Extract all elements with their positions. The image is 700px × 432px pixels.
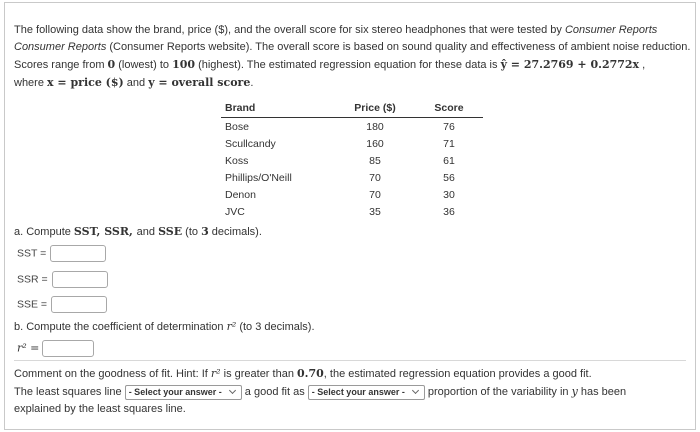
- sst-input[interactable]: [50, 245, 106, 262]
- chevron-down-icon: [228, 387, 238, 397]
- table-row: [221, 135, 483, 152]
- comment-threshold: 0.70: [297, 367, 324, 380]
- part-a-and: and: [136, 226, 159, 238]
- part-a-text: a. Compute: [14, 226, 74, 238]
- part-a-terms: SST, SSR,: [73, 225, 137, 238]
- part-b-prompt: [14, 320, 315, 333]
- intro-text-9: .: [250, 77, 254, 89]
- comment-section: [14, 365, 689, 418]
- min-score: 0: [107, 58, 116, 71]
- cell-score: 36: [443, 205, 455, 218]
- ssr-label: SSR =: [17, 273, 48, 286]
- chevron-down-icon: [411, 387, 421, 397]
- comment-text-8: explained by the least squares line.: [14, 403, 186, 415]
- table-row: [221, 169, 483, 186]
- cell-score: 56: [443, 171, 455, 184]
- ssr-input[interactable]: [52, 271, 108, 288]
- intro-text-2: (Consumer Reports website). The overall score is based on sound quality and effectiveness of ambient noise reduction.: [106, 41, 691, 53]
- fit-select-label: - Select your answer -: [128, 386, 222, 397]
- sse-input[interactable]: [51, 296, 107, 313]
- comment-text-5: a good fit as: [244, 386, 305, 398]
- cell-score: 76: [443, 120, 455, 133]
- problem-statement: [14, 22, 691, 92]
- intro-text: The following data show the brand, price ($), and the overall score for six stereo headphones that were tested by: [14, 24, 565, 36]
- table-row: [221, 186, 483, 203]
- comment-text-2: is greater than: [220, 368, 297, 380]
- x-definition: x = price ($): [47, 76, 124, 89]
- max-score: 100: [172, 58, 196, 71]
- y-definition: y = overall score: [148, 76, 251, 89]
- intro-text-7: where: [14, 77, 48, 89]
- cell-price: 70: [369, 188, 381, 201]
- cell-brand: Scullcandy: [225, 137, 276, 150]
- ssr-row: [17, 271, 108, 288]
- part-a-prompt: [14, 225, 262, 238]
- cell-score: 71: [443, 137, 455, 150]
- table-row: [221, 203, 483, 220]
- intro-text-3: Scores range from: [14, 59, 108, 71]
- cell-score: 61: [443, 154, 455, 167]
- fit-select[interactable]: [125, 385, 242, 400]
- table-row: [221, 118, 483, 136]
- sse-label: SSE =: [17, 298, 48, 311]
- headphone-data-table: [221, 100, 483, 220]
- cell-price: 35: [369, 205, 381, 218]
- comment-text-6: proportion of the variability in: [427, 386, 572, 398]
- regression-equation: ŷ = 27.2769 + 0.2772x: [500, 58, 640, 71]
- part-a-decimals: 3: [201, 225, 209, 238]
- part-b-text-2: (to 3 decimals).: [236, 321, 315, 333]
- sst-row: [17, 245, 106, 262]
- comment-y: y: [571, 385, 578, 398]
- cell-price: 180: [366, 120, 384, 133]
- r2-row: [17, 340, 94, 357]
- comment-r2: r²: [210, 367, 221, 380]
- sse-row: [17, 296, 107, 313]
- cell-price: 160: [366, 137, 384, 150]
- part-b-text: b. Compute the coefficient of determination: [14, 321, 227, 333]
- cell-brand: Koss: [225, 154, 249, 167]
- proportion-select[interactable]: [308, 385, 425, 400]
- comment-text-7: has been: [577, 386, 627, 398]
- proportion-select-label: - Select your answer -: [311, 386, 405, 397]
- intro-text-6: ,: [639, 59, 646, 71]
- header-brand: Brand: [221, 100, 335, 118]
- cell-price: 70: [369, 171, 381, 184]
- cell-brand: Phillips/O'Neill: [225, 171, 292, 184]
- table-row: [221, 152, 483, 169]
- intro-text-4: (lowest) to: [115, 59, 173, 71]
- divider: [14, 360, 686, 361]
- cell-brand: Denon: [225, 188, 256, 201]
- part-b-r2: r²: [226, 320, 237, 333]
- cell-score: 30: [443, 188, 455, 201]
- r2-label: r² =: [17, 341, 40, 355]
- part-a-sse: SSE: [158, 225, 183, 238]
- source-name: Consumer Reports: [564, 24, 658, 36]
- intro-text-5: (highest). The estimated regression equation for these data is: [195, 59, 501, 71]
- header-price: Price ($): [335, 100, 415, 118]
- cell-brand: Bose: [225, 120, 249, 133]
- comment-text-3: , the estimated regression equation provides a good fit.: [323, 368, 592, 380]
- r2-input[interactable]: [42, 340, 94, 357]
- table-header-row: [221, 100, 483, 118]
- header-score: Score: [415, 100, 483, 118]
- part-a-text-3: decimals).: [208, 226, 262, 238]
- cell-price: 85: [369, 154, 381, 167]
- comment-text-4: The least squares line: [14, 386, 122, 398]
- comment-text: Comment on the goodness of fit. Hint: If: [14, 368, 211, 380]
- cell-brand: JVC: [225, 205, 245, 218]
- source-name-2: Consumer Reports: [14, 41, 107, 53]
- sst-label: SST =: [17, 247, 47, 260]
- intro-text-8: and: [123, 77, 149, 89]
- part-a-text-2: (to: [182, 226, 202, 238]
